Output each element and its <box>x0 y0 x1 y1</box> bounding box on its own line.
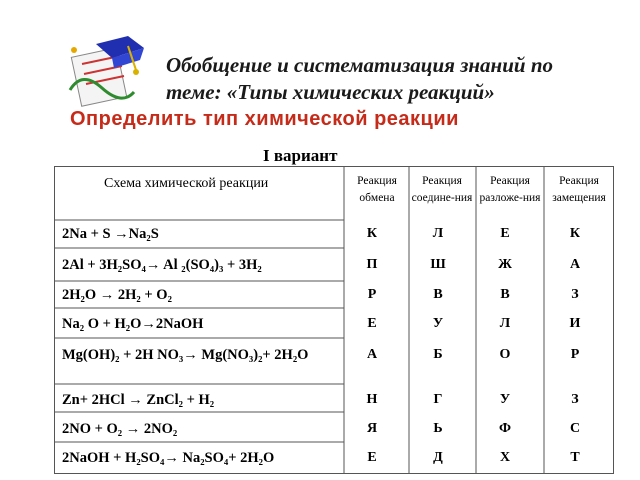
equation-6: Zn+ 2HCl → ZnCl₂ + H₂ <box>62 392 215 408</box>
header-compound: Реакция соедине-ния <box>411 175 473 204</box>
answer-letter: Я <box>366 421 378 436</box>
answer-letter: А <box>569 257 581 272</box>
header-scheme: Схема химической реакции <box>104 176 269 191</box>
answer-letter: Е <box>367 450 377 465</box>
equation-8: 2NaOH + H₂SO₄→ Na₂SO₄+ 2H₂O <box>62 450 275 466</box>
answer-letter: К <box>569 226 581 241</box>
answer-letter: П <box>366 257 378 272</box>
equation-4: Na₂ O + H₂O→2NaOH <box>62 316 204 332</box>
variant-label: I вариант <box>263 146 338 165</box>
answer-letter: Л <box>499 316 511 331</box>
answer-letter: Х <box>499 450 511 465</box>
answer-letter: Ш <box>430 257 446 272</box>
answer-letter: Р <box>367 287 377 302</box>
answer-letter: У <box>499 392 511 407</box>
equation-1: 2Na + S →Na₂S <box>62 226 159 242</box>
task-heading: Определить тип химической реакции <box>70 108 459 130</box>
answer-letter: Ф <box>498 421 512 436</box>
equation-5: Mg(OH)₂ + 2H NO₃→ Mg(NO₃)₂+ 2H₂O <box>62 347 309 363</box>
answer-letter: З <box>571 392 579 407</box>
answer-letter: Р <box>570 347 580 362</box>
equation-3: 2H₂O → 2H₂ + O₂ <box>62 287 172 303</box>
answer-letter: З <box>571 287 579 302</box>
header-exchange: Реакция обмена <box>357 175 397 204</box>
answer-letter: Ь <box>433 421 443 436</box>
answer-letter: Е <box>500 226 510 241</box>
graduation-cap-notebook-icon <box>62 30 150 110</box>
equation-2: 2Al + 3H₂SO₄→ Al ₂(SO₄)₃ + 3H₂ <box>62 257 262 273</box>
equation-7: 2NO + O₂ → 2NO₂ <box>62 421 178 437</box>
answer-letter: У <box>432 316 444 331</box>
answer-letter: В <box>433 287 443 302</box>
answer-letter: Н <box>366 392 378 407</box>
answer-letter: Е <box>367 316 377 331</box>
answer-letter: Б <box>433 347 443 362</box>
header-substitution: Реакция замещения <box>552 175 606 204</box>
page-title: Обобщение и систематизация знаний по теме: «Типы химических реакций» <box>166 53 553 104</box>
answer-letter: Г <box>433 392 443 407</box>
answer-letter: Т <box>570 450 580 465</box>
answer-letter: Д <box>433 450 443 465</box>
header-decomposition: Реакция разложе-ния <box>479 175 541 204</box>
answer-letter: И <box>569 316 581 331</box>
answer-letter: С <box>569 421 581 436</box>
answer-letter: Л <box>432 226 444 241</box>
answer-letter: В <box>500 287 510 302</box>
answer-letter: К <box>366 226 378 241</box>
answer-letter: А <box>366 347 378 362</box>
answer-letter: Ж <box>498 257 512 272</box>
answer-letter: О <box>499 347 511 362</box>
